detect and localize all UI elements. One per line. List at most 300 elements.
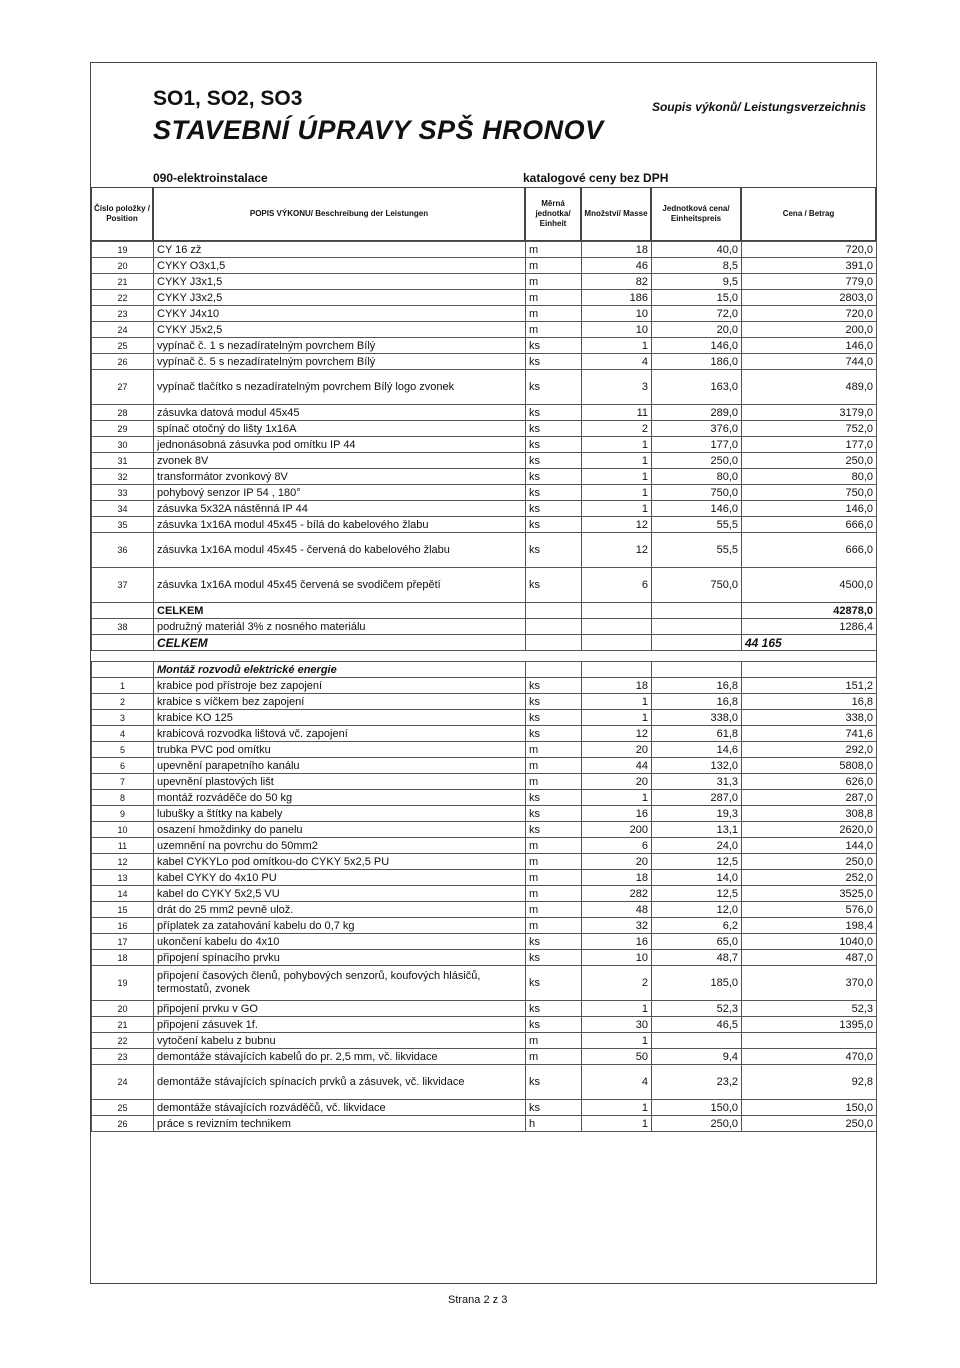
- row-unit-price: 14,0: [652, 870, 742, 886]
- row-unit: ks: [526, 370, 582, 405]
- table-row: [92, 934, 877, 950]
- table-row: [92, 568, 877, 603]
- row-unit: ks: [526, 568, 582, 603]
- row-total: 750,0: [742, 485, 877, 501]
- row-unit: ks: [526, 726, 582, 742]
- row-number: 21: [92, 1017, 154, 1033]
- row-unit: ks: [526, 790, 582, 806]
- row-description: připojení prvku v GO: [154, 1001, 526, 1017]
- row-description: kabel do CYKY 5x2,5 VU: [154, 886, 526, 902]
- row-description: trubka PVC pod omítku: [154, 742, 526, 758]
- row-description: připojení časových členů, pohybových senzorů, koufových hlásičů, termostatů, zvonek: [154, 966, 526, 1001]
- row-total: 666,0: [742, 533, 877, 568]
- row-quantity: 1: [582, 1033, 652, 1049]
- row-total: 2620,0: [742, 822, 877, 838]
- row-quantity: 282: [582, 886, 652, 902]
- grand-total-value: 44 165: [742, 635, 877, 651]
- row-quantity: 16: [582, 934, 652, 950]
- row-number: 34: [92, 501, 154, 517]
- row-quantity: 10: [582, 322, 652, 338]
- table-row: [92, 1001, 877, 1017]
- row-unit: m: [526, 322, 582, 338]
- row-unit-price: 132,0: [652, 758, 742, 774]
- row-number: 5: [92, 742, 154, 758]
- row-total: 252,0: [742, 870, 877, 886]
- row-number: 25: [92, 338, 154, 354]
- table-row: [92, 774, 877, 790]
- table-row: [92, 950, 877, 966]
- row-description: zvonek 8V: [154, 453, 526, 469]
- row-total: 2803,0: [742, 290, 877, 306]
- row-number: 11: [92, 838, 154, 854]
- table-row: [92, 453, 877, 469]
- row-total: 741,6: [742, 726, 877, 742]
- row-description: zásuvka datová modul 45x45: [154, 405, 526, 421]
- row-unit-price: 289,0: [652, 405, 742, 421]
- row-unit: ks: [526, 1001, 582, 1017]
- row-quantity: 10: [582, 306, 652, 322]
- row-unit-price: 23,2: [652, 1065, 742, 1100]
- row-unit: ks: [526, 354, 582, 370]
- row-quantity: 200: [582, 822, 652, 838]
- row-unit: m: [526, 886, 582, 902]
- row-quantity: 20: [582, 742, 652, 758]
- row-description: transformátor zvonkový 8V: [154, 469, 526, 485]
- row-quantity: 48: [582, 902, 652, 918]
- row-description: kabel CYKYLo pod omítkou-do CYKY 5x2,5 PU: [154, 854, 526, 870]
- row-unit: ks: [526, 517, 582, 533]
- row-description: připojení spínacího prvku: [154, 950, 526, 966]
- row-number: 3: [92, 710, 154, 726]
- row-unit: ks: [526, 338, 582, 354]
- row-quantity: 12: [582, 517, 652, 533]
- row-description: CYKY J4x10: [154, 306, 526, 322]
- row-unit-price: 80,0: [652, 469, 742, 485]
- table-row: [92, 726, 877, 742]
- row-number: 38: [92, 619, 154, 635]
- row-number: 17: [92, 934, 154, 950]
- row-number: 31: [92, 453, 154, 469]
- row-description: vypínač č. 5 s nezadíratelným povrchem Bílý: [154, 354, 526, 370]
- row-quantity: 4: [582, 1065, 652, 1100]
- row-number: 1: [92, 678, 154, 694]
- grand-total-label: CELKEM: [154, 635, 526, 651]
- table-row: [92, 966, 877, 1001]
- row-quantity: 6: [582, 838, 652, 854]
- table-row: [92, 1033, 877, 1049]
- row-unit-price: 9,4: [652, 1049, 742, 1065]
- row-description: zásuvka 1x16A modul 45x45 červená se svodičem přepětí: [154, 568, 526, 603]
- row-description: ukončení kabelu do 4x10: [154, 934, 526, 950]
- row-unit: m: [526, 758, 582, 774]
- row-unit-price: 46,5: [652, 1017, 742, 1033]
- subtotal-value: 42878,0: [742, 603, 877, 619]
- row-number: 26: [92, 1116, 154, 1132]
- row-number: 18: [92, 950, 154, 966]
- row-description: osazení hmoždinky do panelu: [154, 822, 526, 838]
- row-unit-price: 8,5: [652, 258, 742, 274]
- row-number: 32: [92, 469, 154, 485]
- row-description: uzemnění na povrchu do 50mm2: [154, 838, 526, 854]
- row-unit-price: 19,3: [652, 806, 742, 822]
- row-unit: ks: [526, 421, 582, 437]
- table-row: [92, 290, 877, 306]
- items-table: [91, 241, 877, 1132]
- row-number: 37: [92, 568, 154, 603]
- row-number: 2: [92, 694, 154, 710]
- row-total: 287,0: [742, 790, 877, 806]
- row-unit: ks: [526, 710, 582, 726]
- row-unit: ks: [526, 1100, 582, 1116]
- row-total: 666,0: [742, 517, 877, 533]
- row-description: upevnění parapetního kanálu: [154, 758, 526, 774]
- row-description: montáž rozváděče do 50 kg: [154, 790, 526, 806]
- row-total: 3525,0: [742, 886, 877, 902]
- row-quantity: 3: [582, 370, 652, 405]
- row-total: 487,0: [742, 950, 877, 966]
- table-row: [92, 1116, 877, 1132]
- row-unit-price: 750,0: [652, 485, 742, 501]
- row-description: CYKY J5x2,5: [154, 322, 526, 338]
- row-unit: m: [526, 774, 582, 790]
- table-row: [92, 678, 877, 694]
- col-header-qty: Množství/ Masse: [581, 187, 651, 241]
- row-unit: m: [526, 742, 582, 758]
- row-unit: m: [526, 918, 582, 934]
- row-total: 779,0: [742, 274, 877, 290]
- table-row: [92, 322, 877, 338]
- table-row: [92, 1049, 877, 1065]
- row-description: krabice s víčkem bez zapojení: [154, 694, 526, 710]
- row-total: 250,0: [742, 453, 877, 469]
- row-unit-price: 24,0: [652, 838, 742, 854]
- table-row: [92, 533, 877, 568]
- table-row: [92, 1017, 877, 1033]
- row-quantity: 2: [582, 421, 652, 437]
- table-row: [92, 501, 877, 517]
- row-description: krabicová rozvodka lištová vč. zapojení: [154, 726, 526, 742]
- table-row: [92, 258, 877, 274]
- row-number: 19: [92, 966, 154, 1001]
- row-unit-price: 16,8: [652, 678, 742, 694]
- table-row: [92, 437, 877, 453]
- row-total: 391,0: [742, 258, 877, 274]
- row-total: 52,3: [742, 1001, 877, 1017]
- table-row: [92, 838, 877, 854]
- row-quantity: 46: [582, 258, 652, 274]
- row-quantity: 10: [582, 950, 652, 966]
- row-total: 5808,0: [742, 758, 877, 774]
- row-number: 4: [92, 726, 154, 742]
- row-unit-price: 15,0: [652, 290, 742, 306]
- table-row: [92, 886, 877, 902]
- row-quantity: 4: [582, 354, 652, 370]
- row-unit-price: 287,0: [652, 790, 742, 806]
- row-quantity: 2: [582, 966, 652, 1001]
- row-unit: ks: [526, 950, 582, 966]
- row-unit: h: [526, 1116, 582, 1132]
- row-unit: ks: [526, 437, 582, 453]
- page-number: Strana 2 z 3: [448, 1294, 508, 1306]
- row-unit-price: 150,0: [652, 1100, 742, 1116]
- row-unit-price: 163,0: [652, 370, 742, 405]
- row-unit-price: 40,0: [652, 242, 742, 258]
- row-quantity: 186: [582, 290, 652, 306]
- document-type: Soupis výkonů/ Leistungsverzeichnis: [651, 100, 866, 114]
- row-unit-price: [652, 1033, 742, 1049]
- row-description: příplatek za zatahování kabelu do 0,7 kg: [154, 918, 526, 934]
- row-number: 22: [92, 290, 154, 306]
- row-quantity: 1: [582, 1116, 652, 1132]
- row-total: 146,0: [742, 338, 877, 354]
- row-total: 720,0: [742, 306, 877, 322]
- table-row: [92, 338, 877, 354]
- col-header-unit: Měrná jednotka/ Einheit: [525, 187, 581, 241]
- row-unit-price: 750,0: [652, 568, 742, 603]
- row-unit-price: 65,0: [652, 934, 742, 950]
- row-unit-price: 13,1: [652, 822, 742, 838]
- row-total: 292,0: [742, 742, 877, 758]
- table-row: [92, 790, 877, 806]
- row-description: zásuvka 1x16A modul 45x45 - bílá do kabelového žlabu: [154, 517, 526, 533]
- row-description: pohybový senzor IP 54 , 180°: [154, 485, 526, 501]
- row-description: zásuvka 5x32A nástěnná IP 44: [154, 501, 526, 517]
- row-number: 27: [92, 370, 154, 405]
- row-unit: m: [526, 854, 582, 870]
- row-number: 25: [92, 1100, 154, 1116]
- col-header-total: Cena / Betrag: [741, 187, 876, 241]
- table-row: [92, 354, 877, 370]
- row-unit-price: 146,0: [652, 501, 742, 517]
- table-row: [92, 806, 877, 822]
- row-unit-price: 16,8: [652, 694, 742, 710]
- row-description: připojení zásuvek 1f.: [154, 1017, 526, 1033]
- row-description: vypínač č. 1 s nezadíratelným povrchem Bílý: [154, 338, 526, 354]
- row-total: 720,0: [742, 242, 877, 258]
- table-row: [92, 517, 877, 533]
- col-header-price: Jednotková cena/ Einheitspreis: [651, 187, 741, 241]
- row-total: 4500,0: [742, 568, 877, 603]
- row-unit: ks: [526, 533, 582, 568]
- row-unit: m: [526, 274, 582, 290]
- row-unit-price: 55,5: [652, 533, 742, 568]
- price-note: katalogové ceny bez DPH: [523, 171, 669, 185]
- row-unit: m: [526, 838, 582, 854]
- row-unit: m: [526, 242, 582, 258]
- row-unit: ks: [526, 453, 582, 469]
- row-total: 576,0: [742, 902, 877, 918]
- subtotal-label: CELKEM: [154, 603, 526, 619]
- row-total: 80,0: [742, 469, 877, 485]
- row-quantity: 20: [582, 854, 652, 870]
- table-row: [92, 370, 877, 405]
- row-number: 24: [92, 322, 154, 338]
- row-total: 250,0: [742, 1116, 877, 1132]
- row-description: demontáže stávajících rozváděčů, vč. likvidace: [154, 1100, 526, 1116]
- row-number: 21: [92, 274, 154, 290]
- row-unit-price: 250,0: [652, 453, 742, 469]
- row-number: 15: [92, 902, 154, 918]
- row-total: 1040,0: [742, 934, 877, 950]
- row-unit-price: 61,8: [652, 726, 742, 742]
- table-row: [92, 485, 877, 501]
- row-total: [742, 1033, 877, 1049]
- row-description: jednonásobná zásuvka pod omítku IP 44: [154, 437, 526, 453]
- row-number: 26: [92, 354, 154, 370]
- row-number: 23: [92, 1049, 154, 1065]
- row-unit: ks: [526, 694, 582, 710]
- row-unit: ks: [526, 485, 582, 501]
- table-row: [92, 1100, 877, 1116]
- row-quantity: 1: [582, 469, 652, 485]
- row-quantity: 1: [582, 338, 652, 354]
- row-quantity: 18: [582, 678, 652, 694]
- row-total: 370,0: [742, 966, 877, 1001]
- row-total: 198,4: [742, 918, 877, 934]
- row-quantity: 1: [582, 501, 652, 517]
- row-total: 144,0: [742, 838, 877, 854]
- table-row: [92, 469, 877, 485]
- row-unit: ks: [526, 934, 582, 950]
- row-unit-price: 146,0: [652, 338, 742, 354]
- table-row: [92, 694, 877, 710]
- row-unit-price: 72,0: [652, 306, 742, 322]
- row-total: 16,8: [742, 694, 877, 710]
- row-description: demontáže stávajících kabelů do pr. 2,5 mm, vč. likvidace: [154, 1049, 526, 1065]
- row-total: 338,0: [742, 710, 877, 726]
- row-unit-price: 20,0: [652, 322, 742, 338]
- row-description: vypínač tlačítko s nezadíratelným povrchem Bílý logo zvonek: [154, 370, 526, 405]
- row-unit-price: 12,5: [652, 854, 742, 870]
- row-number: 33: [92, 485, 154, 501]
- row-total: 200,0: [742, 322, 877, 338]
- row-total: 146,0: [742, 501, 877, 517]
- row-description: vytočení kabelu z bubnu: [154, 1033, 526, 1049]
- table-row: [92, 742, 877, 758]
- row-description: kabel CYKY do 4x10 PU: [154, 870, 526, 886]
- row-quantity: 50: [582, 1049, 652, 1065]
- row-unit: ks: [526, 1065, 582, 1100]
- row-unit: m: [526, 902, 582, 918]
- section-title: 090-elektroinstalace: [153, 171, 268, 185]
- row-unit-price: 12,5: [652, 886, 742, 902]
- row-quantity: 20: [582, 774, 652, 790]
- row-description: CYKY J3x2,5: [154, 290, 526, 306]
- row-unit: m: [526, 258, 582, 274]
- row-quantity: 30: [582, 1017, 652, 1033]
- project-title: STAVEBNÍ ÚPRAVY SPŠ HRONOV: [153, 115, 604, 145]
- row-quantity: 44: [582, 758, 652, 774]
- row-description: spínač otočný do lišty 1x16A: [154, 421, 526, 437]
- row-unit-price: 9,5: [652, 274, 742, 290]
- row-description: CYKY J3x1,5: [154, 274, 526, 290]
- row-total: 177,0: [742, 437, 877, 453]
- row-quantity: 1: [582, 485, 652, 501]
- table-row: [92, 710, 877, 726]
- row-number: 23: [92, 306, 154, 322]
- row-description: demontáže stávajících spínacích prvků a zásuvek, vč. likvidace: [154, 1065, 526, 1100]
- row-unit-price: 250,0: [652, 1116, 742, 1132]
- row-number: 9: [92, 806, 154, 822]
- row-total: 626,0: [742, 774, 877, 790]
- table-row: [92, 870, 877, 886]
- row-quantity: 1: [582, 1100, 652, 1116]
- row-unit-price: 185,0: [652, 966, 742, 1001]
- row-unit-price: 52,3: [652, 1001, 742, 1017]
- row-unit-price: 177,0: [652, 437, 742, 453]
- spacer-row: [92, 651, 877, 662]
- row-number: 29: [92, 421, 154, 437]
- row-quantity: 1: [582, 790, 652, 806]
- table-row: [92, 421, 877, 437]
- row-unit: m: [526, 1033, 582, 1049]
- row-description: lubušky a štítky na kabely: [154, 806, 526, 822]
- row-number: 7: [92, 774, 154, 790]
- row-unit-price: 14,6: [652, 742, 742, 758]
- row-unit-price: 12,0: [652, 902, 742, 918]
- row-unit-price: 31,3: [652, 774, 742, 790]
- row-description: CY 16 zž: [154, 242, 526, 258]
- row-quantity: 1: [582, 453, 652, 469]
- row-description: krabice KO 125: [154, 710, 526, 726]
- row-unit: m: [526, 1049, 582, 1065]
- table-row: [92, 1065, 877, 1100]
- row-number: 12: [92, 854, 154, 870]
- row-description: CYKY O3x1,5: [154, 258, 526, 274]
- row-unit: ks: [526, 806, 582, 822]
- row-number: 8: [92, 790, 154, 806]
- row-total: 250,0: [742, 854, 877, 870]
- row-quantity: 1: [582, 694, 652, 710]
- row-unit: m: [526, 290, 582, 306]
- row-unit: ks: [526, 966, 582, 1001]
- row-quantity: 32: [582, 918, 652, 934]
- row-total: 150,0: [742, 1100, 877, 1116]
- row-unit: m: [526, 870, 582, 886]
- row-unit-price: 6,2: [652, 918, 742, 934]
- row-unit: ks: [526, 822, 582, 838]
- row-total: 1395,0: [742, 1017, 877, 1033]
- row-unit: ks: [526, 469, 582, 485]
- table-row: [92, 902, 877, 918]
- row-unit-price: 48,7: [652, 950, 742, 966]
- row-total: 489,0: [742, 370, 877, 405]
- table-row: [92, 619, 877, 635]
- row-number: 24: [92, 1065, 154, 1100]
- row-number: 10: [92, 822, 154, 838]
- row-unit: m: [526, 306, 582, 322]
- row-number: 6: [92, 758, 154, 774]
- project-code: SO1, SO2, SO3: [153, 87, 303, 110]
- row-quantity: 12: [582, 533, 652, 568]
- row-number: 28: [92, 405, 154, 421]
- table-row: [92, 822, 877, 838]
- grand-total-row: [92, 635, 877, 651]
- row-total: 470,0: [742, 1049, 877, 1065]
- row-quantity: 6: [582, 568, 652, 603]
- row-quantity: 1: [582, 1001, 652, 1017]
- row-total: 92,8: [742, 1065, 877, 1100]
- row-total: 3179,0: [742, 405, 877, 421]
- row-total: 752,0: [742, 421, 877, 437]
- table-row: [92, 758, 877, 774]
- row-number: 16: [92, 918, 154, 934]
- row-number: 20: [92, 1001, 154, 1017]
- row-quantity: 11: [582, 405, 652, 421]
- table-row: [92, 242, 877, 258]
- row-unit-price: 55,5: [652, 517, 742, 533]
- row-unit-price: 338,0: [652, 710, 742, 726]
